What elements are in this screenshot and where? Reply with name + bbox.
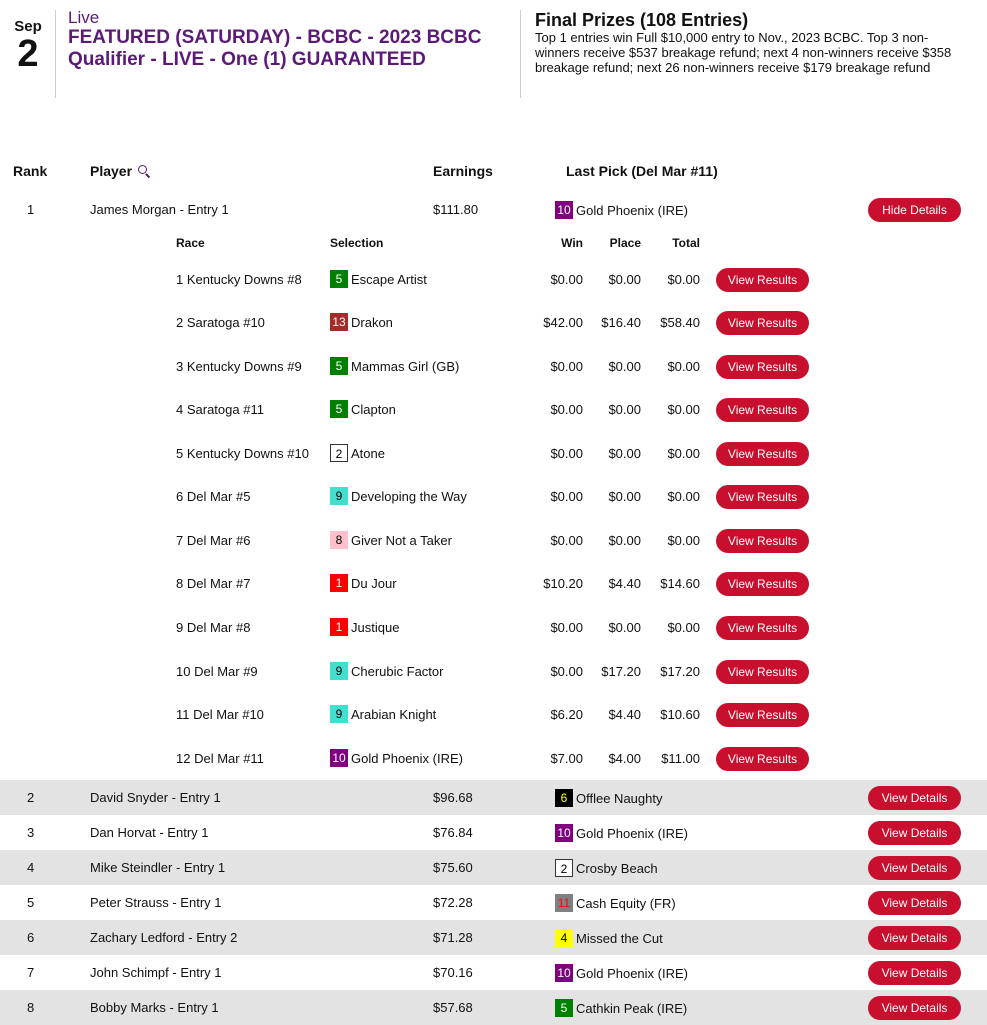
player-name: Zachary Ledford - Entry 2 [90,930,238,945]
race-detail-row [0,737,987,780]
column-rank: Rank [13,163,48,179]
selection [330,705,436,723]
total-payout: $0.00 [667,533,700,548]
place-payout: $4.40 [608,707,641,722]
last-pick [555,789,662,807]
player-name: John Schimpf - Entry 1 [90,965,222,980]
win-payout: $6.20 [550,707,583,722]
race-name: 4 Saratoga #11 [176,402,264,417]
place-payout: $0.00 [608,533,641,548]
selection [330,357,459,375]
race-detail-row [0,519,987,562]
horse-name: Gold Phoenix (IRE) [351,750,463,766]
program-number-badge: 11 [555,894,573,912]
last-pick-horse: Missed the Cut [576,930,663,946]
column-player-label: Player [90,163,133,179]
win-payout: $0.00 [550,446,583,461]
player-earnings: $57.68 [433,1000,473,1015]
view-details-button[interactable]: View Details [868,926,961,950]
total-payout: $0.00 [667,359,700,374]
win-payout: $0.00 [550,620,583,635]
player-name: David Snyder - Entry 1 [90,790,221,805]
total-payout: $0.00 [667,489,700,504]
view-results-button[interactable]: View Results [716,616,809,640]
last-pick-horse: Gold Phoenix (IRE) [576,825,688,841]
view-details-button[interactable]: View Details [868,996,961,1020]
header-divider [520,10,521,98]
view-details-button[interactable]: View Details [868,786,961,810]
program-number-badge: 1 [330,618,348,636]
place-payout: $4.00 [608,751,641,766]
column-last-pick: Last Pick (Del Mar #11) [566,163,718,179]
player-rank: 2 [27,790,35,805]
program-number-badge: 4 [555,929,573,947]
race-detail-row [0,562,987,605]
last-pick-horse: Crosby Beach [576,860,658,876]
last-pick [555,894,676,912]
last-pick [555,824,688,842]
selection [330,487,467,505]
detail-column-selection: Selection [330,236,384,250]
contest-title: FEATURED (SATURDAY) - BCBC - 2023 BCBC Qualifier - LIVE - One (1) GUARANTEED [68,27,482,70]
selection [330,749,463,767]
player-earnings: $71.28 [433,930,473,945]
column-player [90,163,148,179]
race-detail-row [0,606,987,649]
race-name: 8 Del Mar #7 [176,576,251,591]
leaderboard-row [0,990,987,1025]
place-payout: $17.20 [601,664,641,679]
horse-name: Developing the Way [351,488,467,504]
leaderboard-row [0,920,987,955]
total-payout: $0.00 [667,446,700,461]
race-name: 12 Del Mar #11 [176,751,264,766]
hide-details-button[interactable]: Hide Details [868,198,961,222]
selection [330,531,452,549]
total-payout: $0.00 [667,402,700,417]
leaderboard-row [0,885,987,920]
horse-name: Justique [351,619,400,635]
leaderboard-row [0,815,987,850]
detail-column-win: Win [561,236,583,250]
win-payout: $7.00 [550,751,583,766]
contest-date [8,18,48,73]
selection [330,270,427,288]
leaderboard-row [0,850,987,885]
player-name: Mike Steindler - Entry 1 [90,860,226,875]
selection [330,574,397,592]
player-name: Dan Horvat - Entry 1 [90,825,209,840]
race-detail-row [0,301,987,344]
horse-name: Mammas Girl (GB) [351,358,460,374]
view-details-button[interactable]: View Details [868,891,961,915]
win-payout: $0.00 [550,489,583,504]
race-name: 1 Kentucky Downs #8 [176,272,302,287]
race-name: 5 Kentucky Downs #10 [176,446,309,461]
total-payout: $0.00 [667,620,700,635]
race-detail-row [0,650,987,693]
place-payout: $4.40 [608,576,641,591]
total-payout: $0.00 [667,272,700,287]
horse-name: Escape Artist [351,271,427,287]
last-pick-horse: Cash Equity (FR) [576,895,676,911]
win-payout: $10.20 [543,576,583,591]
win-payout: $0.00 [550,664,583,679]
horse-name: Atone [351,445,385,461]
player-rank: 8 [27,1000,35,1015]
detail-column-place: Place [609,236,641,250]
selection [330,618,399,636]
race-name: 3 Kentucky Downs #9 [176,359,302,374]
prizes-description: Top 1 entries win Full $10,000 entry to Nov., 2023 BCBC. Top 3 non-winners receive $537 breakage refund; next 4 non-winners receive $358 breakage refund; next 26 non-winners receive $179 breakage refund [535,30,952,75]
player-rank: 5 [27,895,35,910]
contest-status: Live [68,8,100,27]
race-detail-row [0,345,987,388]
view-results-button[interactable]: View Results [716,703,809,727]
player-earnings: $76.84 [433,825,473,840]
leaderboard-row [0,192,987,227]
player-name: James Morgan - Entry 1 [90,202,229,217]
race-detail-row [0,388,987,431]
last-pick [555,999,687,1017]
total-payout: $17.20 [660,664,700,679]
horse-name: Cherubic Factor [351,663,444,679]
detail-column-total: Total [672,236,700,250]
place-payout: $0.00 [608,489,641,504]
view-results-button[interactable]: View Results [716,747,809,771]
program-number-badge: 2 [330,444,348,462]
prizes-panel [535,10,965,75]
program-number-badge: 5 [330,357,348,375]
program-number-badge: 10 [330,749,348,767]
place-payout: $0.00 [608,446,641,461]
last-pick-horse: Gold Phoenix (IRE) [576,965,688,981]
win-payout: $0.00 [550,533,583,548]
place-payout: $0.00 [608,402,641,417]
view-results-button[interactable]: View Results [716,660,809,684]
player-rank: 1 [27,202,35,217]
player-rank: 7 [27,965,35,980]
player-earnings: $75.60 [433,860,473,875]
race-name: 10 Del Mar #9 [176,664,258,679]
program-number-badge: 2 [555,859,573,877]
player-earnings: $111.80 [433,202,479,217]
race-detail-row [0,693,987,736]
player-rank: 4 [27,860,35,875]
selection [330,400,396,418]
contest-info [68,8,488,71]
race-detail-row [0,258,987,301]
prizes-title: Final Prizes (108 Entries) [535,10,749,30]
view-results-button[interactable]: View Results [716,311,809,335]
place-payout: $0.00 [608,359,641,374]
last-pick [555,201,688,219]
win-payout: $0.00 [550,272,583,287]
date-day: 2 [17,33,39,75]
player-rank: 3 [27,825,35,840]
total-payout: $58.40 [660,315,700,330]
player-earnings: $72.28 [433,895,473,910]
program-number-badge: 8 [330,531,348,549]
program-number-badge: 5 [555,999,573,1017]
selection [330,662,443,680]
race-name: 9 Del Mar #8 [176,620,251,635]
place-payout: $0.00 [608,620,641,635]
race-name: 7 Del Mar #6 [176,533,251,548]
horse-name: Giver Not a Taker [351,532,452,548]
program-number-badge: 13 [330,313,348,331]
last-pick [555,859,658,877]
leaderboard-row [0,955,987,990]
total-payout: $11.00 [661,751,700,766]
last-pick [555,929,663,947]
place-payout: $16.40 [601,315,641,330]
race-name: 2 Saratoga #10 [176,315,265,330]
detail-column-race: Race [176,236,205,250]
player-earnings: $70.16 [433,965,473,980]
win-payout: $0.00 [550,402,583,417]
column-earnings: Earnings [433,163,493,179]
view-results-button[interactable]: View Results [716,485,809,509]
view-details-button[interactable]: View Details [868,821,961,845]
header-divider [55,10,56,98]
race-detail-row [0,432,987,475]
program-number-badge: 10 [555,201,573,219]
last-pick [555,964,688,982]
program-number-badge: 9 [330,487,348,505]
selection [330,444,385,462]
selection [330,313,393,331]
program-number-badge: 6 [555,789,573,807]
view-results-button[interactable]: View Results [716,268,809,292]
last-pick-horse: Offlee Naughty [576,790,663,806]
date-month: Sep [14,18,42,35]
race-name: 6 Del Mar #5 [176,489,251,504]
player-rank: 6 [27,930,35,945]
view-results-button[interactable]: View Results [716,572,809,596]
total-payout: $14.60 [660,576,700,591]
win-payout: $42.00 [543,315,583,330]
view-results-button[interactable]: View Results [716,398,809,422]
program-number-badge: 9 [330,705,348,723]
win-payout: $0.00 [550,359,583,374]
view-results-button[interactable]: View Results [716,529,809,553]
player-name: Peter Strauss - Entry 1 [90,895,222,910]
view-details-button[interactable]: View Details [868,961,961,985]
program-number-badge: 1 [330,574,348,592]
search-icon[interactable] [138,165,148,175]
race-detail-row [0,475,987,518]
view-results-button[interactable]: View Results [716,442,809,466]
program-number-badge: 9 [330,662,348,680]
player-name: Bobby Marks - Entry 1 [90,1000,219,1015]
horse-name: Arabian Knight [351,706,437,722]
program-number-badge: 10 [555,964,573,982]
player-earnings: $96.68 [433,790,473,805]
horse-name: Clapton [351,401,396,417]
total-payout: $10.60 [660,707,700,722]
place-payout: $0.00 [608,272,641,287]
horse-name: Du Jour [351,575,397,591]
last-pick-horse: Gold Phoenix (IRE) [576,202,688,218]
last-pick-horse: Cathkin Peak (IRE) [576,1000,688,1016]
leaderboard-row [0,780,987,815]
race-name: 11 Del Mar #10 [176,707,264,722]
view-results-button[interactable]: View Results [716,355,809,379]
program-number-badge: 5 [330,270,348,288]
horse-name: Drakon [351,314,393,330]
program-number-badge: 5 [330,400,348,418]
view-details-button[interactable]: View Details [868,856,961,880]
program-number-badge: 10 [555,824,573,842]
